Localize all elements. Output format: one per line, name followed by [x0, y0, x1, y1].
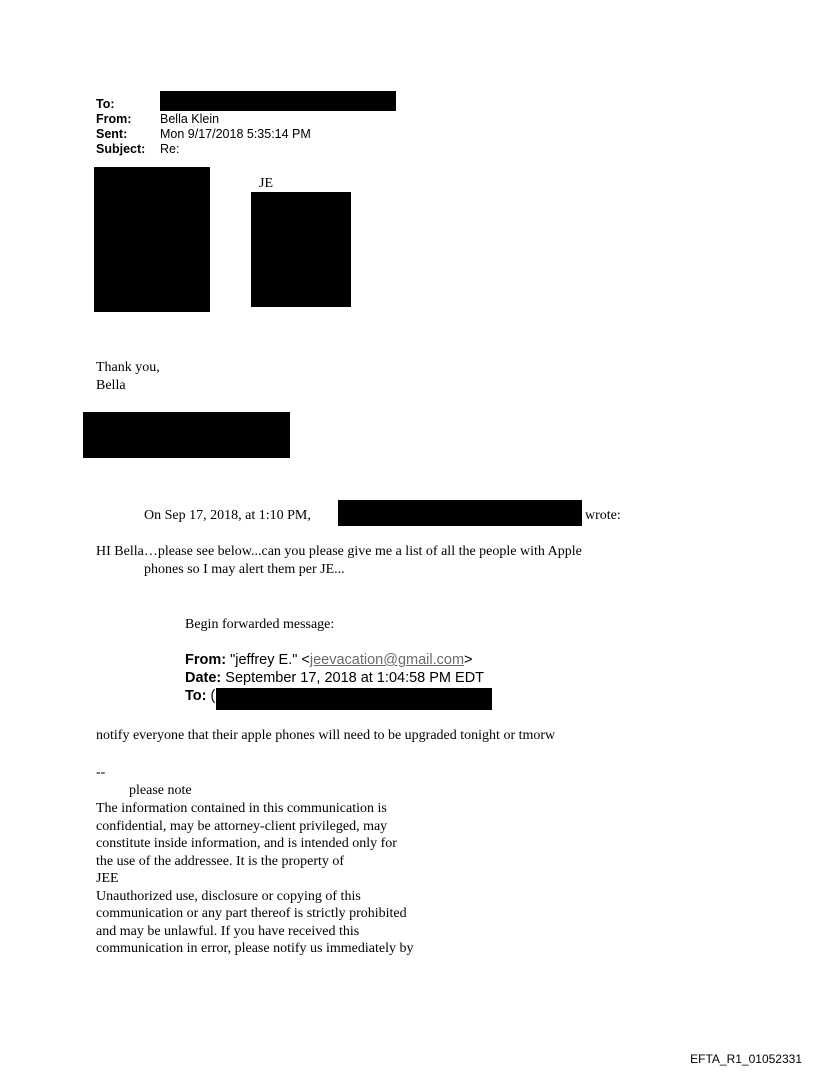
from-label: From: [96, 112, 132, 126]
forwarded-to-partial: ( [210, 688, 216, 704]
header-subject-row [96, 142, 179, 157]
forwarded-from-row [185, 652, 473, 669]
signature-separator: -- [96, 765, 106, 780]
header-from-row [96, 112, 219, 127]
redacted-sender [338, 500, 582, 526]
thanks-line: Thank you, [96, 360, 160, 375]
to-label: To: [96, 97, 115, 111]
redacted-forwarded-to [216, 688, 492, 710]
redacted-signature-block [83, 412, 290, 458]
from-value: Bella Klein [160, 112, 220, 126]
disclaimer-line: JEE [96, 871, 119, 886]
disclaimer-line: the use of the addressee. It is the property of [96, 853, 345, 869]
sent-value: Mon 9/17/2018 5:35:14 PM [160, 127, 311, 141]
sent-label: Sent: [96, 127, 128, 141]
forwarded-to-row [185, 688, 215, 705]
subject-value: Re: [160, 142, 180, 156]
begin-forwarded-label: Begin forwarded message: [185, 617, 335, 632]
disclaimer-line: confidential, may be attorney-client privileged, may [96, 818, 388, 834]
notify-message: notify everyone that their apple phones will need to be upgraded tonight or tmorw [96, 728, 556, 743]
disclaimer-line: constitute inside information, and is intended only for [96, 836, 397, 851]
signature-name: Bella [96, 378, 126, 393]
forwarded-date-value: September 17, 2018 at 1:04:58 PM EDT [225, 670, 485, 686]
redacted-block-left [94, 167, 210, 312]
je-label: JE [259, 176, 273, 191]
header-sent-row [96, 127, 311, 142]
forwarded-from-close: > [464, 652, 473, 668]
redacted-to-recipient [160, 91, 396, 111]
disclaimer-line: communication in error, please notify us immediately by [96, 941, 414, 956]
forwarded-date-label: Date: [185, 670, 222, 686]
disclaimer-line: and may be unlawful. If you have received this [96, 923, 360, 939]
forwarded-from-email-link[interactable]: jeevacation@gmail.com [309, 652, 465, 668]
disclaimer-line: Unauthorized use, disclosure or copying of this [96, 888, 361, 904]
header-to-row [96, 97, 160, 112]
request-line-1: HI Bella…please see below...can you please give me a list of all the people with Apple [96, 544, 582, 559]
disclaimer-line: communication or any part thereof is strictly prohibited [96, 906, 407, 921]
forwarded-to-label: To: [185, 688, 207, 704]
please-note: please note [129, 783, 192, 798]
forwarded-from-name: "jeffrey E." < [230, 652, 310, 668]
forwarded-date-row [185, 670, 484, 687]
request-line-2: phones so I may alert them per JE... [144, 562, 345, 577]
subject-label: Subject: [96, 142, 146, 156]
quoted-intro: On Sep 17, 2018, at 1:10 PM, [144, 508, 311, 523]
redacted-block-right [251, 192, 351, 307]
forwarded-from-label: From: [185, 652, 227, 668]
disclaimer-line: The information contained in this communication is [96, 801, 387, 816]
document-id: EFTA_R1_01052331 [690, 1052, 802, 1066]
quoted-intro-suffix: wrote: [585, 508, 621, 523]
